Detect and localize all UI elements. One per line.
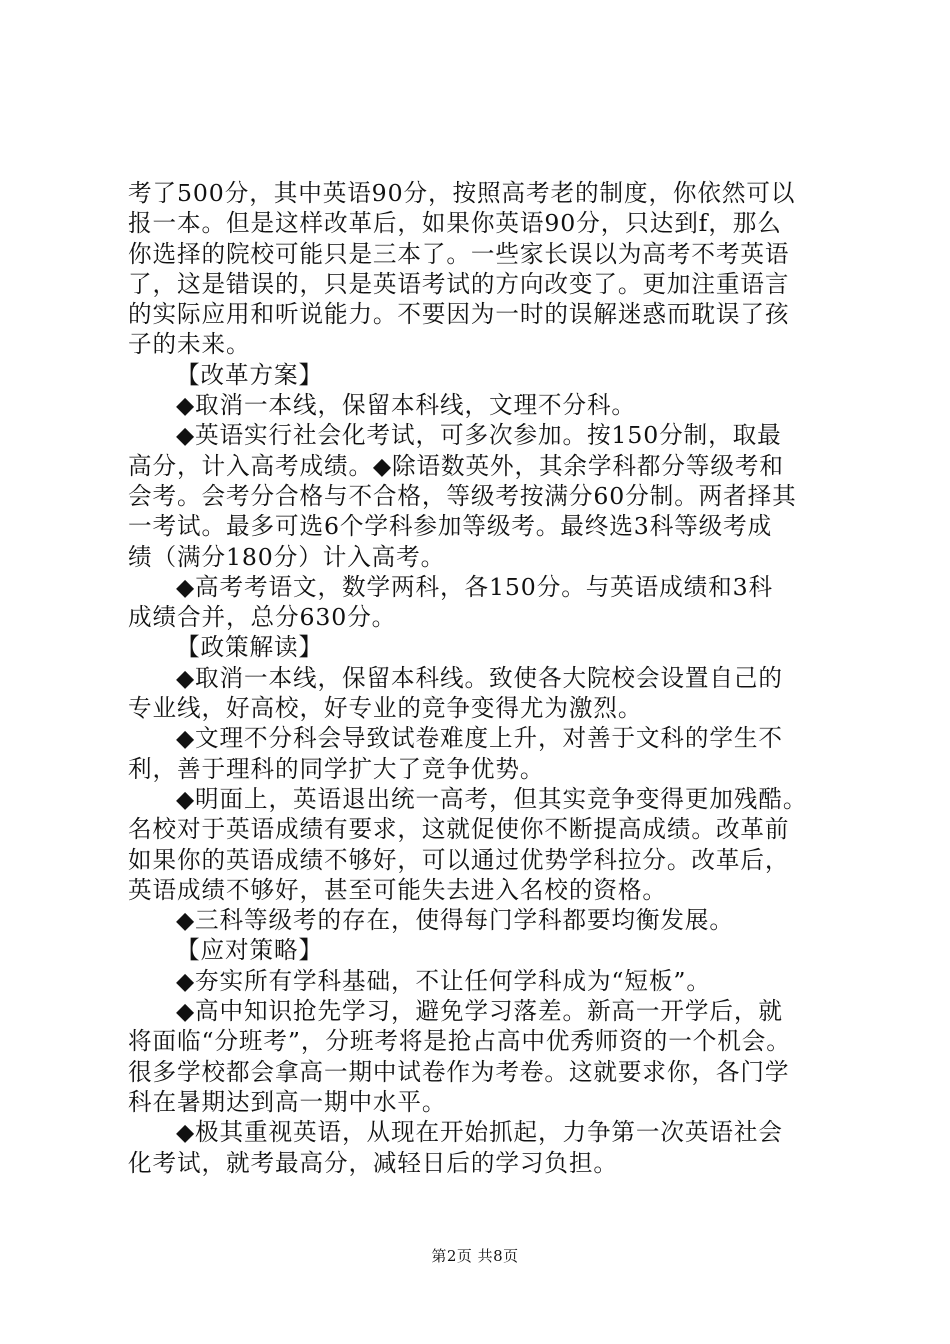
text-line: 名校对于英语成绩有要求，这就促使你不断提高成绩。改革前 xyxy=(128,815,790,844)
text-line: ◆高考考语文，数学两科，各150分。与英语成绩和3科 xyxy=(176,572,774,601)
text-line: ◆取消一本线，保留本科线。致使各大院校会设置自己的 xyxy=(176,663,783,692)
text-line: 利，善于理科的同学扩大了竞争优势。 xyxy=(128,754,545,783)
document-body xyxy=(128,178,843,1178)
text-line: ◆三科等级考的存在，使得每门学科都要均衡发展。 xyxy=(176,906,734,935)
text-line: 了，这是错误的，只是英语考试的方向改变了。更加注重语言 xyxy=(128,269,790,298)
text-line: 科在暑期达到高一期中水平。 xyxy=(128,1087,447,1116)
text-line: 你选择的院校可能只是三本了。一些家长误以为高考不考英语 xyxy=(128,239,790,268)
text-line: 绩（满分180分）计入高考。 xyxy=(128,542,446,571)
text-line: 如果你的英语成绩不够好，可以通过优势学科拉分。改革后， xyxy=(128,845,790,874)
text-line: ◆明面上，英语退出统一高考，但其实竞争变得更加残酷。 xyxy=(176,784,808,813)
text-line: 【政策解读】 xyxy=(176,633,323,662)
text-line: 【改革方案】 xyxy=(176,360,323,389)
text-line: ◆文理不分科会导致试卷难度上升，对善于文科的学生不 xyxy=(176,724,783,753)
text-line: 报一本。但是这样改革后，如果你英语90分，只达到f，那么 xyxy=(128,209,782,238)
text-line: 很多学校都会拿高一期中试卷作为考卷。这就要求你，各门学 xyxy=(128,1057,790,1086)
text-line: ◆高中知识抢先学习，避免学习落差。新高一开学后，就 xyxy=(176,997,783,1026)
text-line: 化考试，就考最高分，减轻日后的学习负担。 xyxy=(128,1148,618,1177)
text-line: 子的未来。 xyxy=(128,330,251,359)
text-line: 一考试。最多可选6个学科参加等级考。最终选3科等级考成 xyxy=(128,512,773,541)
text-line: 【应对策略】 xyxy=(176,936,323,965)
text-line: 会考。会考分合格与不合格，等级考按满分60分制。两者择其 xyxy=(128,481,797,510)
text-line: ◆英语实行社会化考试，可多次参加。按150分制，取最 xyxy=(176,421,782,450)
text-line: 高分，计入高考成绩。◆除语数英外，其余学科都分等级考和 xyxy=(128,451,784,480)
page-footer: 第2页 共8页 xyxy=(431,1247,519,1265)
text-line: 英语成绩不够好，甚至可能失去进入名校的资格。 xyxy=(128,875,667,904)
text-line: ◆夯实所有学科基础，不让任何学科成为“短板”。 xyxy=(176,966,711,995)
text-line: ◆极其重视英语，从现在开始抓起，力争第一次英语社会 xyxy=(176,1118,783,1147)
text-line: 考了500分，其中英语90分，按照高考老的制度，你依然可以 xyxy=(128,179,796,207)
text-line: 将面临“分班考”，分班考将是抢占高中优秀师资的一个机会。 xyxy=(128,1027,791,1056)
text-line: 专业线，好高校，好专业的竞争变得尤为激烈。 xyxy=(128,694,643,723)
text-line: 的实际应用和听说能力。不要因为一时的误解迷惑而耽误了孩 xyxy=(128,300,790,329)
text-line: 成绩合并，总分630分。 xyxy=(128,603,397,632)
text-line: ◆取消一本线，保留本科线，文理不分科。 xyxy=(176,391,636,420)
